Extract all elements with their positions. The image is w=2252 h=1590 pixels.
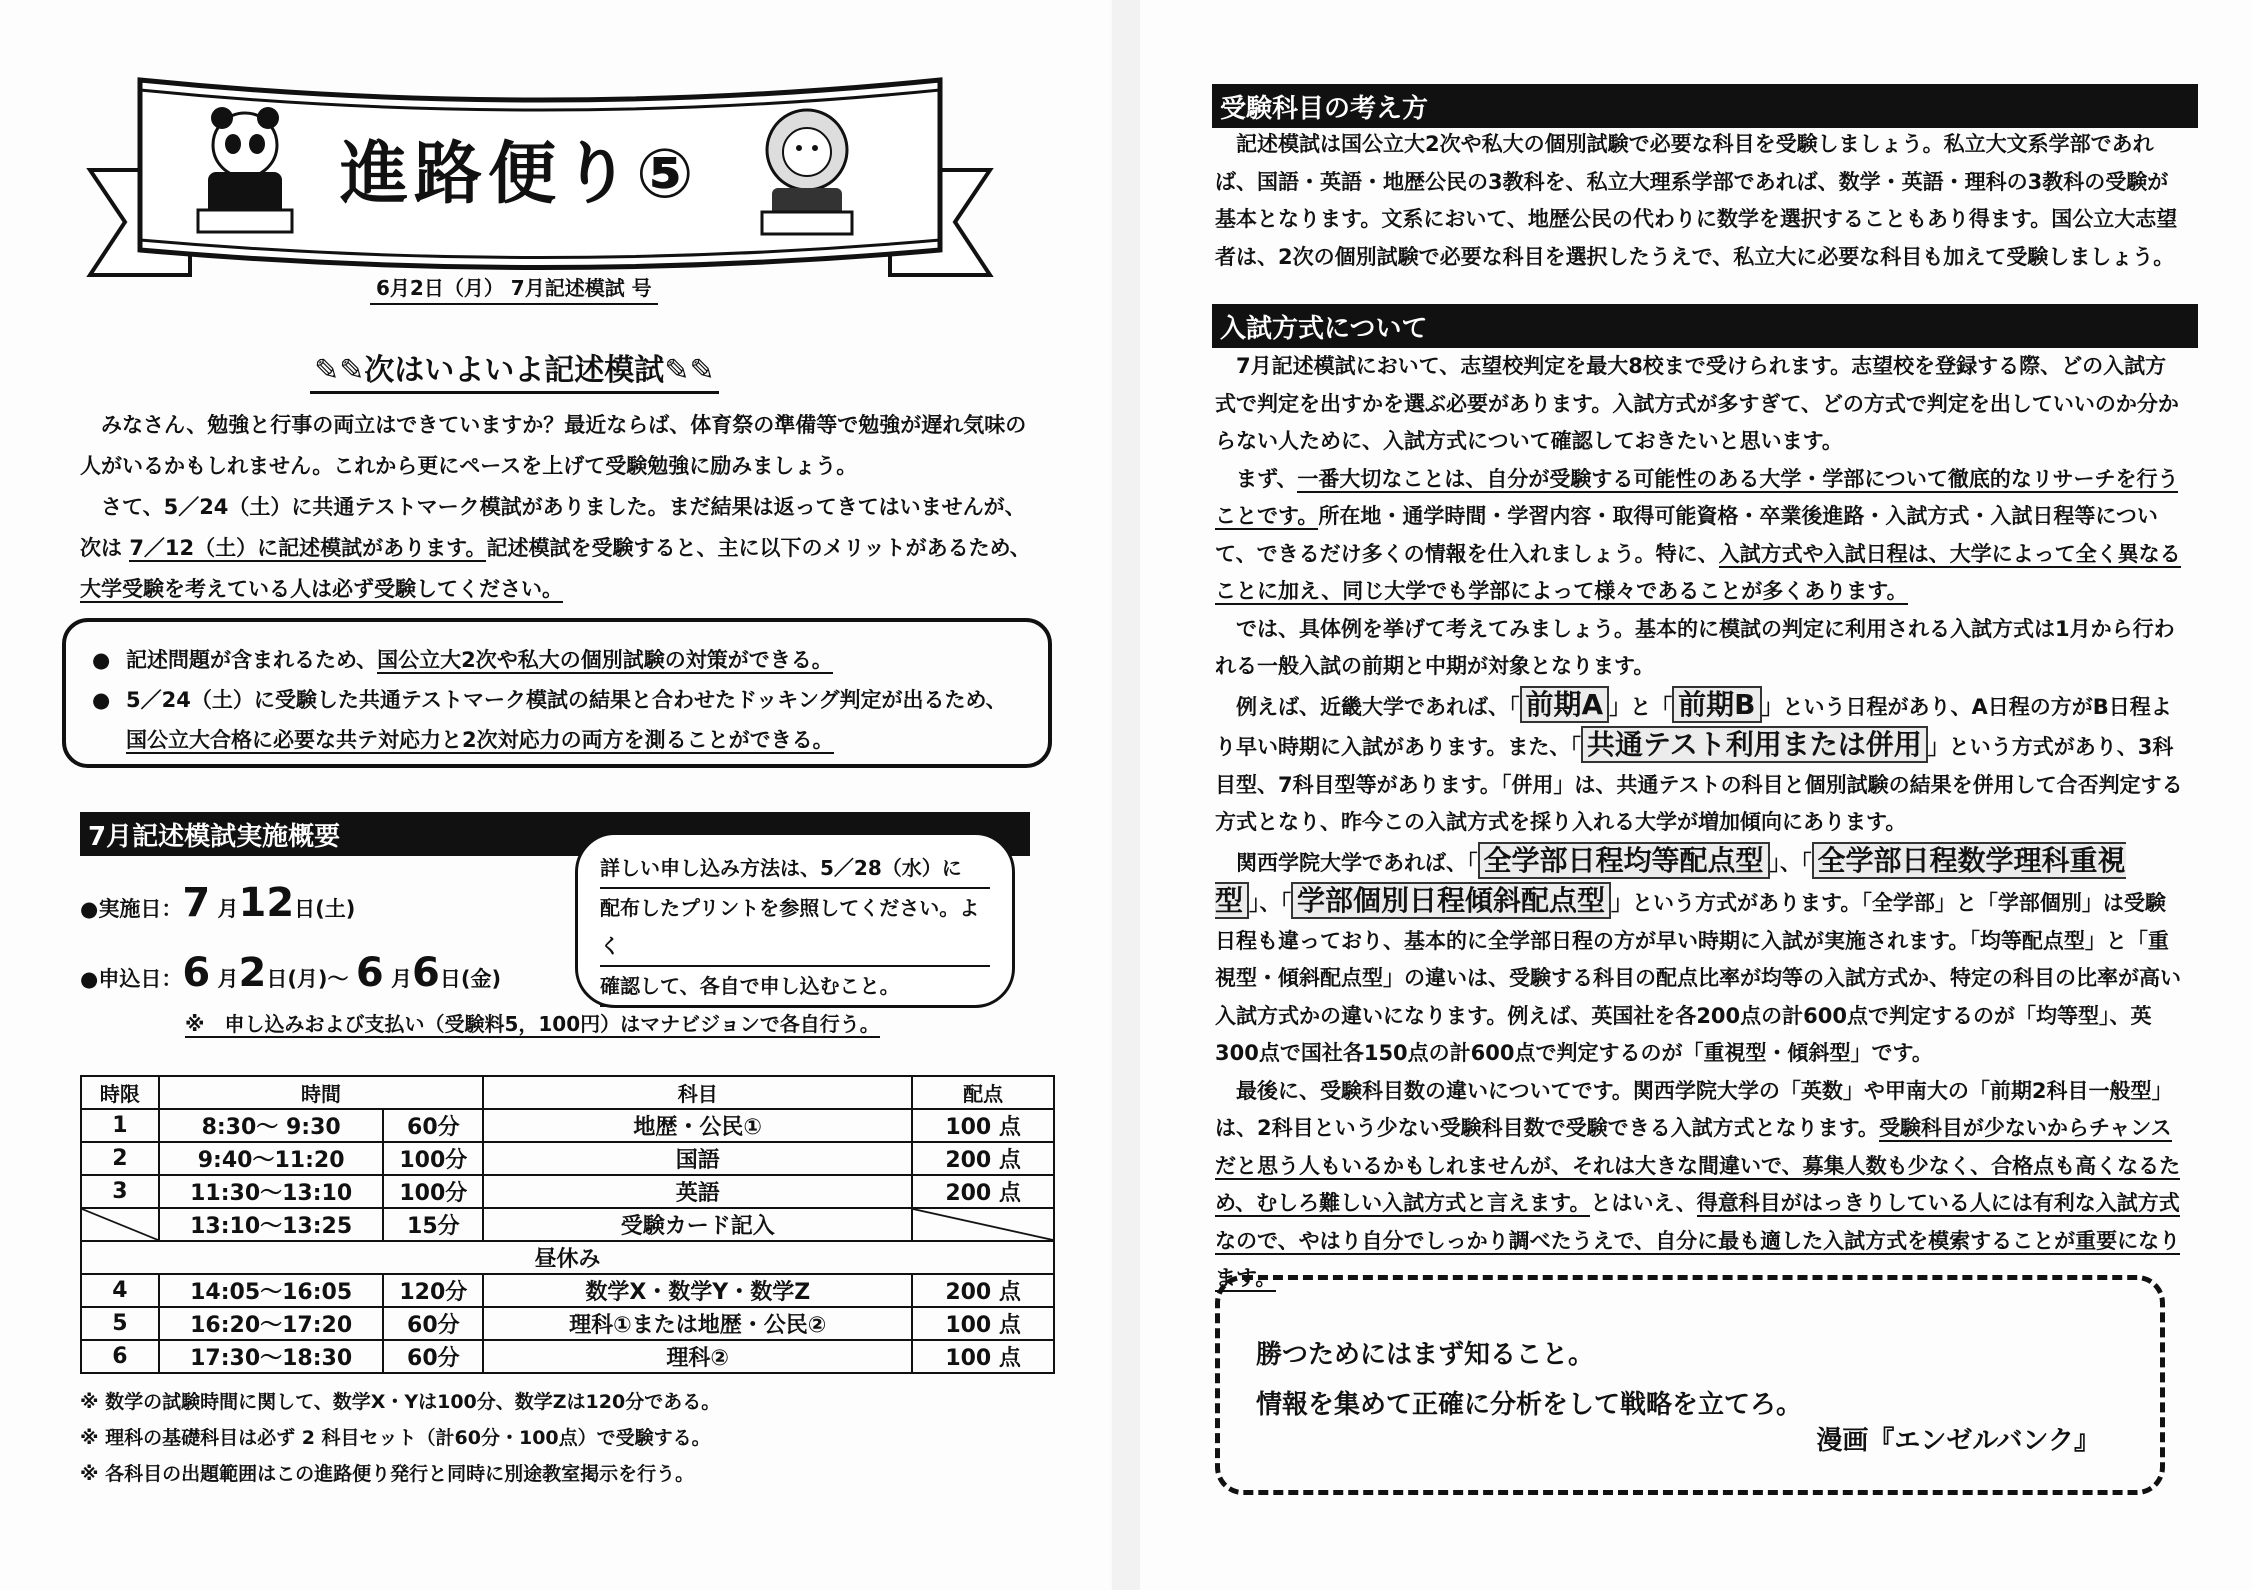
merits-box xyxy=(62,618,1052,768)
table-row xyxy=(81,1175,1054,1208)
cell-duration: 60分 xyxy=(383,1340,483,1373)
table-row-break xyxy=(81,1241,1054,1274)
cell-time: 9:40～11:20 xyxy=(159,1142,384,1175)
payment-note xyxy=(185,1008,880,1037)
method-p6c: とはいえ、 xyxy=(1590,1191,1697,1215)
note-line: ※ 数学の試験時間に関して、数学X・Yは100分、数学Zは120分である。 xyxy=(80,1391,721,1413)
pencil-icon: ✎✎ xyxy=(664,353,715,388)
cell-subject: 受験カード記入 xyxy=(483,1208,912,1241)
bullet-icon: ● xyxy=(92,688,111,712)
cell-points: 200 点 xyxy=(912,1142,1054,1175)
day-unit: 日 xyxy=(294,897,316,921)
cell-time: 13:10～13:25 xyxy=(159,1208,384,1241)
quote-line-2: 情報を集めて正確に分析をして戦略を立てろ。 xyxy=(1256,1390,1803,1420)
table-row xyxy=(81,1307,1054,1340)
cell-time: 16:20～17:20 xyxy=(159,1307,384,1340)
table-row xyxy=(81,1340,1054,1373)
apply-start-month: 6 xyxy=(182,950,211,996)
exam-date-label: ●実施日： xyxy=(80,897,183,921)
method-paragraph-6 xyxy=(1215,1073,2185,1298)
header-time: 時間 xyxy=(159,1076,483,1109)
subjects-section-header: 受験科目の考え方 xyxy=(1212,84,2198,128)
method-section-header: 入試方式について xyxy=(1212,304,2198,348)
method-paragraph-3: では、具体例を挙げて考えてみましょう。基本的に模試の判定に利用される入試方式は1月から行われる一般入試の前期と中期が対象となります。 xyxy=(1215,616,2175,678)
header-period: 時限 xyxy=(81,1076,159,1109)
apply-start-day: 2 xyxy=(238,950,267,996)
day-unit: 日 xyxy=(439,967,461,991)
cell-points: 100 点 xyxy=(912,1307,1054,1340)
subjects-paragraph: 記述模試は国公立大2次や私大の個別試験で必要な科目を受験しましょう。私立大文系学部であれば、国語・英語・地歴公民の3教科を、私立大理系学部であれば、数学・英語・理科の3教科の受験が基本となります。文系において、地歴公民の代わりに数学を選択することもあり得ます。国公立大志望者は、2次の個別試験で必要な科目を選択したうえで、私立大に必要な科目も加えて受験しましょう。 xyxy=(1215,132,2178,269)
method-p2b: 一番大切なことは、自分が受験する可能性のある大学・学部について徹底的なリサーチを行うことです。 xyxy=(1215,466,2179,528)
payment-note-text: ※ 申し込みおよび支払い（受験料5，100円）はマナビジョンで各自行う。 xyxy=(185,1012,880,1036)
cell-period-empty xyxy=(81,1208,159,1241)
application-callout xyxy=(575,832,1015,1008)
method-paragraph-2 xyxy=(1215,461,2185,611)
intro-text xyxy=(80,405,1040,610)
exam-schedule-table xyxy=(80,1075,1055,1374)
note-line: ※ 理科の基礎科目は必ず 2 科目セット（計60分・100点）で受験する。 xyxy=(80,1427,711,1449)
application-period xyxy=(80,950,501,996)
highlight-box: 前期A xyxy=(1520,686,1610,723)
issue-date-line: 6月2日（月） 7月記述模試 号 xyxy=(370,272,658,305)
month-unit: 月 xyxy=(217,967,239,991)
highlight-box: 全学部日程数学理科重視型 xyxy=(1215,843,2126,917)
lunch-break-cell: 昼休み xyxy=(81,1241,1054,1274)
apply-end-month: 6 xyxy=(355,950,384,996)
method-p5a: 関西学院大学であれば、「 xyxy=(1236,850,1478,875)
apply-start-dow: (月)～ xyxy=(287,967,349,991)
method-p5d: 」という方式があります。「全学部」と「学部個別」は受験日程も違っており、基本的に全学部日程の方が早い時期に入試が実施されます。「均等配点型」と「重視型・傾斜配点型」の違いは、受験する科目の配点比率が均等の入試方式か、特定の科目の比率が高い入試方式かの違いになります。例えば、英国社を各200点の計600点で判定するのが「均等型」、英300点で国社各150点の計600点で判定するのが「重視型・傾斜型」です。 xyxy=(1215,891,2181,1065)
quote-box xyxy=(1215,1275,2165,1495)
cell-period: 2 xyxy=(81,1142,159,1175)
cell-subject: 数学X・数学Y・数学Z xyxy=(483,1274,912,1307)
cell-time: 11:30～13:10 xyxy=(159,1175,384,1208)
merit-item xyxy=(92,640,1022,680)
cell-points: 200 点 xyxy=(912,1175,1054,1208)
cell-time: 17:30～18:30 xyxy=(159,1340,384,1373)
merit-2-a: 5／24（土）に受験した共通テストマーク模試の結果と合わせたドッキング判定が出るため、 xyxy=(126,688,1007,712)
method-body xyxy=(1215,348,2185,1298)
cell-duration: 60分 xyxy=(383,1307,483,1340)
intro-paragraph-2 xyxy=(80,487,1040,610)
note-line: ※ 各科目の出題範囲はこの進路便り発行と同時に別途教室掲示を行う。 xyxy=(80,1463,695,1485)
apply-end-dow: (金) xyxy=(460,967,502,991)
callout-line-3: 確認して、各自で申し込むこと。 xyxy=(600,967,900,1007)
method-paragraph-1: 7月記述模試において、志望校判定を最大8校まで受けられます。志望校を登録する際、どの入試方式で判定を出すかを選ぶ必要があります。入試方式が多すぎて、どの方式で判定を出していいのか分からない人ために、入試方式について確認しておきたいと思います。 xyxy=(1215,354,2179,453)
method-p4b: 」と「 xyxy=(1609,694,1673,719)
cell-points: 100 点 xyxy=(912,1109,1054,1142)
cell-duration: 120分 xyxy=(383,1274,483,1307)
schedule-notes xyxy=(80,1384,720,1492)
headline xyxy=(310,345,719,394)
method-p6d: 得意科目がはっきりしている人には有利な入試方式なので、やはり自分でしっかり調べたうえで、自分に最も適した入試方式を模索することが重要になります。 xyxy=(1215,1191,2181,1290)
highlight-box: 全学部日程均等配点型 xyxy=(1478,842,1770,879)
cell-subject: 英語 xyxy=(483,1175,912,1208)
month-unit: 月 xyxy=(391,967,412,991)
overview-section-header: 7月記述模試実施概要 xyxy=(80,812,1030,856)
apply-date-label: ●申込日： xyxy=(80,967,183,991)
cell-subject: 理科② xyxy=(483,1340,912,1373)
method-p2a: まず、 xyxy=(1236,466,1298,491)
cell-time: 8:30～ 9:30 xyxy=(159,1109,384,1142)
cell-period: 5 xyxy=(81,1307,159,1340)
apply-end-day: 6 xyxy=(412,950,440,996)
cell-period: 3 xyxy=(81,1175,159,1208)
pencil-icon: ✎✎ xyxy=(314,353,365,388)
highlight-box: 前期B xyxy=(1672,686,1761,723)
cell-time: 14:05～16:05 xyxy=(159,1274,384,1307)
callout-line-1: 詳しい申し込み方法は、5／28（水）に xyxy=(600,849,990,889)
method-p5c: 」、「 xyxy=(1249,891,1292,915)
exam-dow: (土) xyxy=(315,897,356,921)
subjects-body xyxy=(1215,126,2185,276)
method-p2c: 所在地・通学時間・学習内容・取得可能資格・卒業後進路・入試方式・入試日程等について、できるだけ多くの情報を仕入れましょう。特に、 xyxy=(1215,504,2158,566)
cell-subject: 地歴・公民① xyxy=(483,1109,912,1142)
table-row xyxy=(81,1208,1054,1241)
merit-2-b: 国公立大合格に必要な共テ対応力と2次対応力の両方を測ることができる。 xyxy=(126,728,834,752)
intro-p2b: 7／12（土）に記述模試があります。 xyxy=(129,536,487,560)
cell-subject: 理科①または地歴・公民② xyxy=(483,1307,912,1340)
table-header-row xyxy=(81,1076,1054,1109)
month-unit: 月 xyxy=(217,897,239,921)
method-paragraph-4 xyxy=(1215,686,2185,842)
cell-duration: 15分 xyxy=(383,1208,483,1241)
header-points: 配点 xyxy=(912,1076,1054,1109)
exam-month: 7 xyxy=(182,880,211,926)
highlight-box: 共通テスト利用または併用 xyxy=(1581,726,1928,763)
cell-points-empty xyxy=(912,1208,1054,1241)
method-p5b: 」、「 xyxy=(1769,850,1812,875)
highlight-box: 学部個別日程傾斜配点型 xyxy=(1291,882,1611,919)
intro-p2a: さて、5／24（土）に共通テストマーク模試がありました。まだ結果は返ってきてはいませんが、次は xyxy=(80,495,1026,560)
quote-line-1: 勝つためにはまず知ること。 xyxy=(1256,1340,1595,1370)
cell-duration: 60分 xyxy=(383,1109,483,1142)
merit-item xyxy=(92,680,1022,760)
method-p6b: 受験科目が少ないからチャンスだと思う人もいるかもしれませんが、それは大きな間違いで、募集人数も少なく、合格点も高くなるため、むしろ難しい入試方式と言えます。 xyxy=(1215,1116,2181,1215)
table-row xyxy=(81,1274,1054,1307)
method-p6a: 最後に、受験科目数の違いについてです。関西学院大学の「英数」や甲南大の「前期2科目一般型」は、2科目という少ない受験科目数で受験できる入試方式となります。 xyxy=(1215,1078,2173,1140)
cell-duration: 100分 xyxy=(383,1175,483,1208)
header-subject: 科目 xyxy=(483,1076,912,1109)
method-p2d: 入試方式や入試日程は、大学によって全く異なることに加え、同じ大学でも学部によって様々であることが多くあります。 xyxy=(1215,541,2181,603)
exam-date xyxy=(80,880,355,926)
method-p4d: 」という方式があり、3科目型、7科目型等があります。「併用」は、共通テストの科目と個別試験の結果を併用して合否判定する方式となり、昨今この入試方式を採り入れる大学が増加傾向にあります。 xyxy=(1215,735,2183,834)
cell-points: 100 点 xyxy=(912,1340,1054,1373)
cell-duration: 100分 xyxy=(383,1142,483,1175)
newsletter-title: 進路便り⑤ xyxy=(340,135,700,214)
callout-line-2: 配布したプリントを参照してください。よく xyxy=(600,889,990,967)
headline-text: 次はいよいよ記述模試 xyxy=(364,353,665,388)
day-unit: 日 xyxy=(266,967,288,991)
quote-source: 漫画『エンゼルバンク』 xyxy=(1816,1426,2100,1456)
method-p4c: 」という日程があり、A日程の方がB日程より早い時期に入試があります。また、「 xyxy=(1215,694,2172,759)
method-paragraph-5 xyxy=(1215,842,2185,1073)
table-row xyxy=(81,1142,1054,1175)
intro-paragraph-1: みなさん、勉強と行事の両立はできていますか？最近ならば、体育祭の準備等で勉強が遅れ気味の人がいるかもしれません。これから更にペースを上げて受験勉強に励みましょう。 xyxy=(80,413,1027,478)
cell-subject: 国語 xyxy=(483,1142,912,1175)
page-fold xyxy=(1112,0,1140,1590)
cell-period: 6 xyxy=(81,1340,159,1373)
intro-p2d: 大学受験を考えている人は必ず受験してください。 xyxy=(80,577,563,601)
merit-1-a: 記述問題が含まれるため、 xyxy=(126,648,378,672)
exam-day: 12 xyxy=(238,880,295,926)
cell-period: 1 xyxy=(81,1109,159,1142)
merit-1-b: 国公立大2次や私大の個別試験の対策ができる。 xyxy=(377,648,833,672)
lion-illustration xyxy=(762,110,852,234)
cell-points: 200 点 xyxy=(912,1274,1054,1307)
intro-p2c: 記述模試を受験すると、主に以下のメリットがあるため、 xyxy=(486,536,1031,560)
cell-period: 4 xyxy=(81,1274,159,1307)
bullet-icon: ● xyxy=(92,648,111,672)
table-row xyxy=(81,1109,1054,1142)
method-p4a: 例えば、近畿大学であれば、「 xyxy=(1236,694,1520,719)
